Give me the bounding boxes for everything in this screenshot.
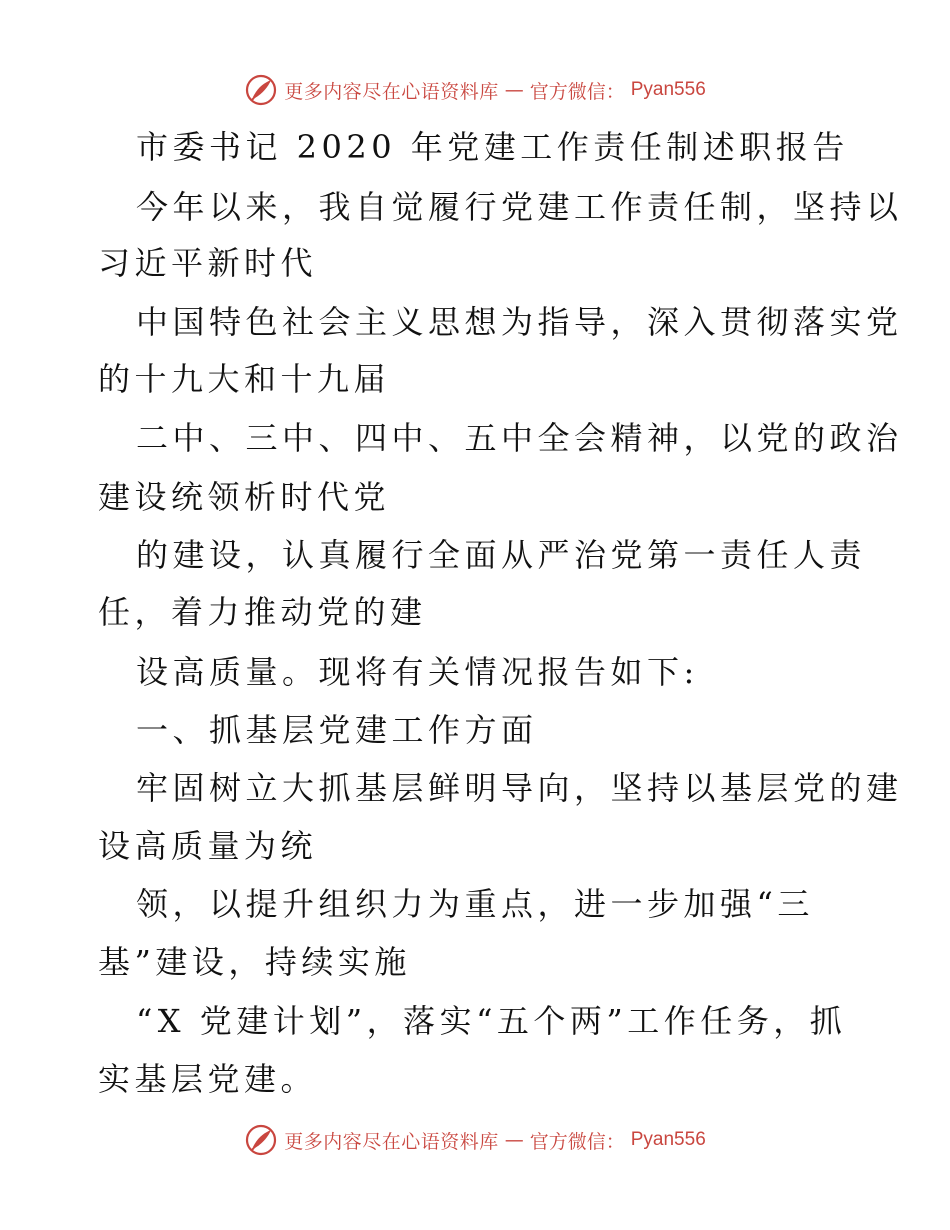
paragraph-line: 的十九大和十九届 [98,360,391,398]
paragraph-line: 实基层党建。 [98,1060,318,1098]
paragraph-line: 任，着力推动党的建 [98,593,427,631]
wechat-id: Pyan556 [630,79,706,100]
wechat-label: 官方微信： [529,80,625,103]
document-title: 市委书记 2020 年党建工作责任制述职报告 [136,128,849,166]
paragraph-line: 建设统领析时代党 [98,478,391,516]
watermark-text: 更多内容尽在心语资料库 [284,1130,499,1153]
header-watermark [0,70,950,110]
watermark-text: 更多内容尽在心语资料库 [284,80,499,103]
paragraph-line: 设高质量为统 [98,827,318,865]
paragraph-line: 牢固树立大抓基层鲜明导向，坚持以基层党的建 [136,769,903,807]
paragraph-line: 领，以提升组织力为重点，进一步加强“三 [136,885,814,923]
paragraph-line: 习近平新时代 [98,244,318,282]
paragraph-line: 今年以来，我自觉履行党建工作责任制，坚持以 [136,188,903,226]
paragraph-line: “X 党建计划”，落实“五个两”工作任务，抓 [136,1002,847,1040]
paragraph-line: 中国特色社会主义思想为指导，深入贯彻落实党 [136,303,903,341]
watermark-separator: — [504,1129,524,1151]
quill-logo-icon [244,1123,278,1157]
wechat-id: Pyan556 [630,1129,706,1150]
footer-watermark [0,1120,950,1160]
wechat-label: 官方微信： [529,1130,625,1153]
quill-logo-icon [244,73,278,107]
paragraph-line: 基”建设，持续实施 [98,943,411,981]
paragraph-line: 设高质量。现将有关情况报告如下: [136,653,699,691]
paragraph-line: 的建设，认真履行全面从严治党第一责任人责 [136,536,867,574]
watermark-separator: — [504,79,524,101]
paragraph-line: 二中、三中、四中、五中全会精神，以党的政治 [136,419,903,457]
section-heading: 一、抓基层党建工作方面 [136,711,538,749]
